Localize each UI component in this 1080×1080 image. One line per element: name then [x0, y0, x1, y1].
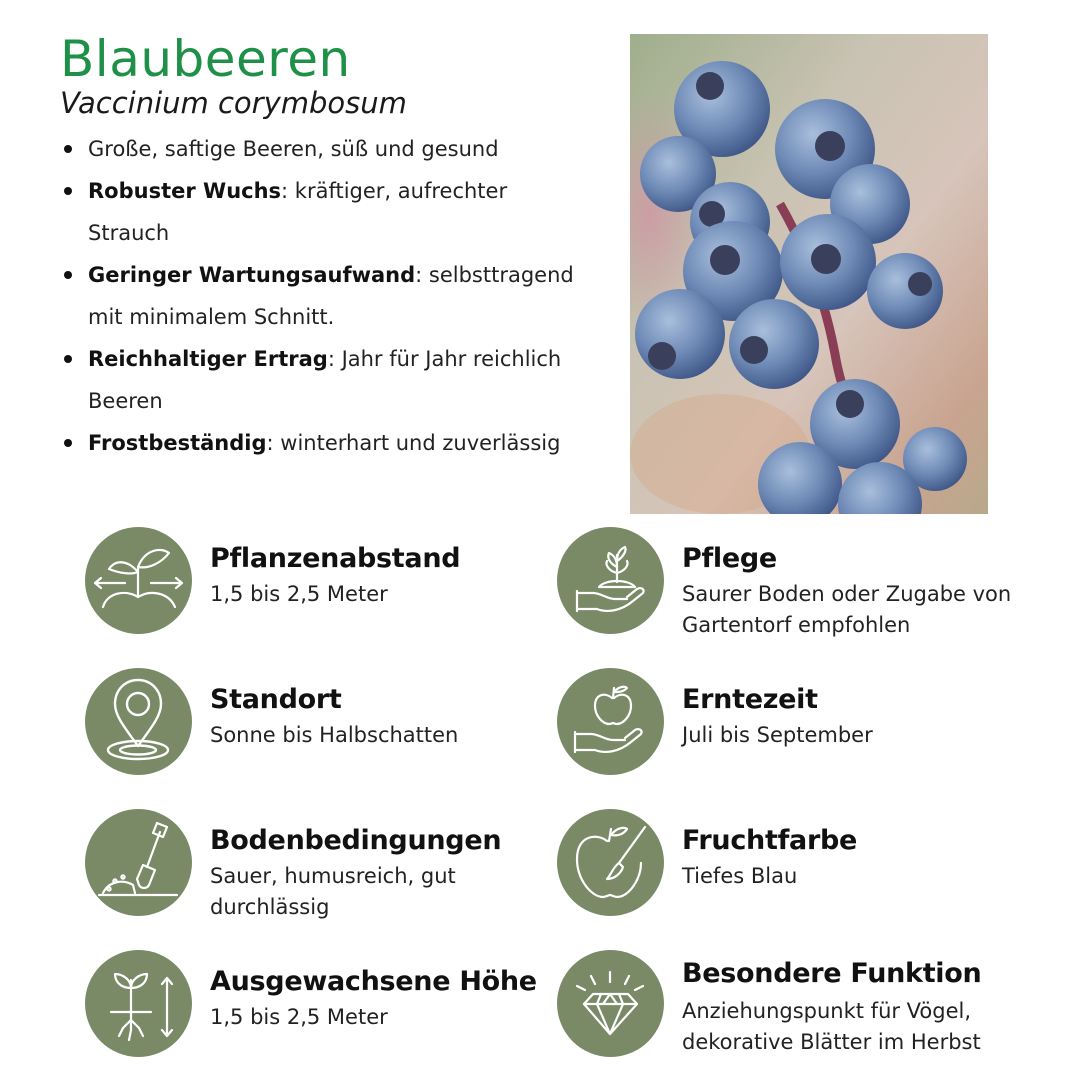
feature-description: Saurer Boden oder Zugabe von Gartentorf empfohlen: [682, 582, 1012, 637]
bullet-item: Große, saftige Beeren, süß und gesund: [62, 128, 582, 170]
feature-description: 1,5 bis 2,5 Meter: [210, 582, 388, 606]
feature-title: Pflege: [682, 543, 777, 574]
feature-bullet-list: [62, 128, 582, 464]
feature-title: Pflanzenabstand: [210, 543, 461, 574]
feature-description: Juli bis September: [682, 723, 873, 747]
bullet-item: Frostbeständig: winterhart und zuverlässig: [62, 422, 582, 464]
feature-description: 1,5 bis 2,5 Meter: [210, 1005, 388, 1029]
feature-description: Tiefes Blau: [682, 864, 798, 888]
blueberry-photo: [630, 34, 988, 514]
feature-title: Ausgewachsene Höhe: [210, 966, 537, 997]
hand-apple-icon: [557, 668, 664, 775]
page-title: Blaubeeren: [60, 30, 351, 88]
bullet-item: Reichhaltiger Ertrag: Jahr für Jahr reichlich Beeren: [62, 338, 582, 422]
location-pin-icon: [85, 668, 192, 775]
feature-title: Besondere Funktion: [682, 958, 982, 989]
bullet-item: Geringer Wartungsaufwand: selbsttragend mit minimalem Schnitt.: [62, 254, 582, 338]
feature-description: Sauer, humusreich, gut durchlässig: [210, 864, 456, 919]
feature-title: Bodenbedingungen: [210, 825, 502, 856]
feature-description: Sonne bis Halbschatten: [210, 723, 459, 747]
feature-title: Standort: [210, 684, 342, 715]
plant-spacing-icon: [85, 527, 192, 634]
hand-plant-icon: [557, 527, 664, 634]
feature-description: Anziehungspunkt für Vögel, dekorative Blätter im Herbst: [682, 999, 981, 1054]
botanical-name: Vaccinium corymbosum: [60, 86, 407, 120]
sprout-height-icon: [85, 950, 192, 1057]
feature-title: Fruchtfarbe: [682, 825, 858, 856]
apple-brush-icon: [557, 809, 664, 916]
feature-title: Erntezeit: [682, 684, 818, 715]
shovel-icon: [85, 809, 192, 916]
bullet-item: Robuster Wuchs: kräftiger, aufrechter Strauch: [62, 170, 582, 254]
diamond-icon: [557, 950, 664, 1057]
